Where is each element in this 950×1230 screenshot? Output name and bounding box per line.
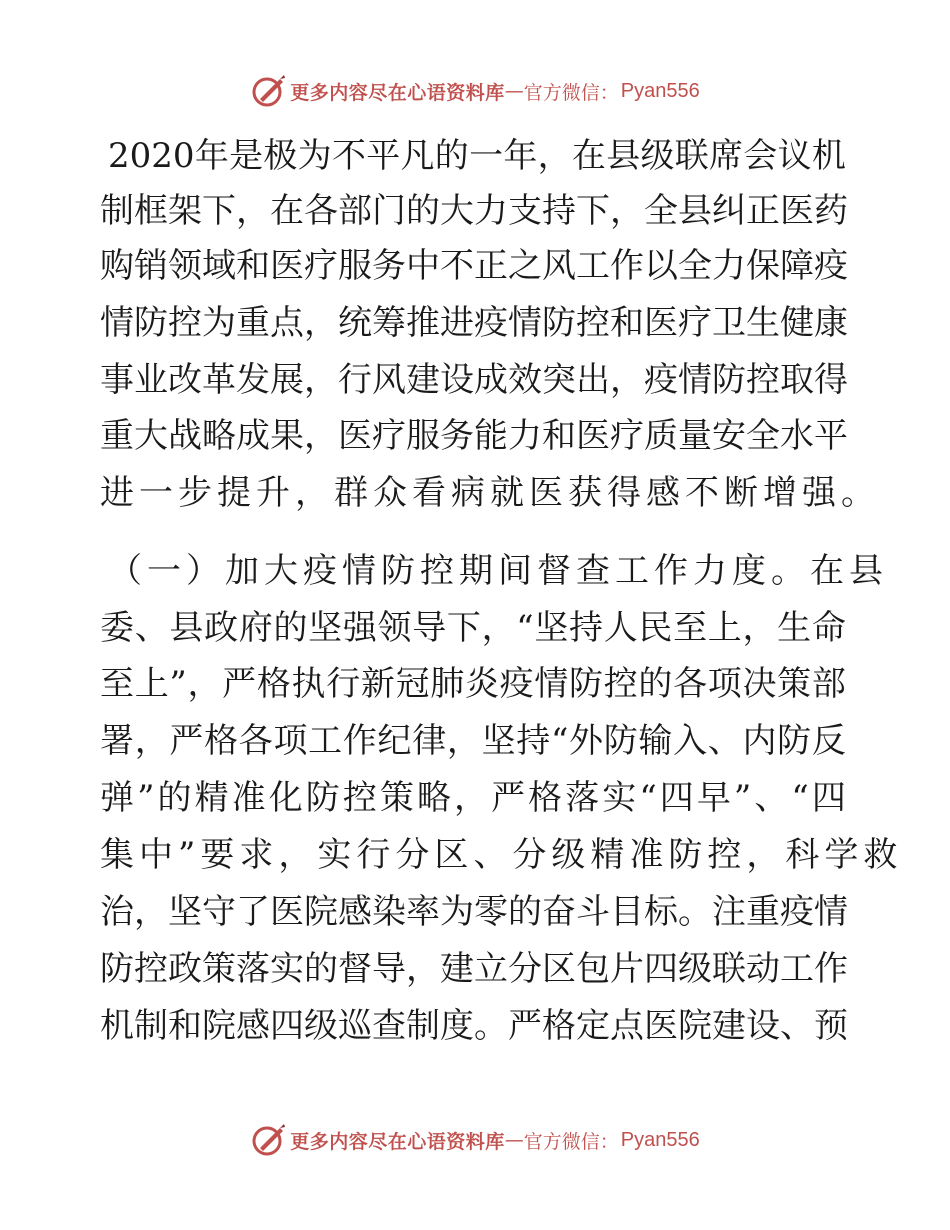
watermark-wechat-id: Pyan556 bbox=[620, 79, 700, 102]
text-line: 购 销 领 域 和 医 疗 服 务 中 不 正 之 风 工 作 以 全 力 保 障 疫 bbox=[100, 246, 848, 286]
text-line: 至 上 ” ， 严 格 执 行 新 冠 肺 炎 疫 情 防 控 的 各 项 决 策 部 bbox=[100, 664, 846, 704]
text-line: 治 ， 坚 守 了 医 院 感 染 率 为 零 的 奋 斗 目 标 。 注 重 疫 情 bbox=[100, 892, 848, 932]
text-line: 机 制 和 院 感 四 级 巡 查 制 度 。 严 格 定 点 医 院 建 设 、 预 bbox=[100, 1006, 848, 1046]
watermark-separator: — bbox=[504, 1129, 524, 1151]
text-line: 署 ， 严 格 各 项 工 作 纪 律 ， 坚 持 “ 外 防 输 入 、 内 防 反 bbox=[100, 721, 846, 761]
watermark-brand-text: 更多内容尽在心语资料库 bbox=[290, 81, 505, 104]
quill-logo-icon bbox=[250, 73, 286, 109]
text-line: 委 、 县 政 府 的 坚 强 领 导 下 ， “ 坚 持 人 民 至 上 ， 生 命 bbox=[100, 608, 846, 648]
text-line: 事 业 改 革 发 展 ， 行 风 建 设 成 效 突 出 ， 疫 情 防 控 取 得 bbox=[100, 360, 848, 400]
text-line: 重 大 战 略 成 果 ， 医 疗 服 务 能 力 和 医 疗 质 量 安 全 水 平 bbox=[100, 416, 848, 456]
text-line: 情 防 控 为 重 点 ， 统 筹 推 进 疫 情 防 控 和 医 疗 卫 生 健 康 bbox=[100, 303, 848, 343]
watermark-banner-bottom bbox=[0, 1120, 950, 1160]
watermark-wechat-label: 官方微信： bbox=[523, 1130, 619, 1153]
text-line: 制 框 架 下 ， 在 各 部 门 的 大 力 支 持 下 ， 全 县 纠 正 医 药 bbox=[100, 191, 848, 231]
watermark-wechat-label: 官方微信： bbox=[523, 81, 619, 104]
text-line: （一）加大疫情防控期间督查工作力度。在县 bbox=[108, 551, 888, 591]
quill-logo-icon bbox=[250, 1122, 286, 1158]
text-line: 防 控 政 策 落 实 的 督 导 ， 建 立 分 区 包 片 四 级 联 动 工 作 bbox=[100, 949, 848, 989]
watermark-wechat-id: Pyan556 bbox=[620, 1128, 700, 1151]
text-line: 弹 ” 的 精 准 化 防 控 策 略 ， 严 格 落 实 “ 四 早 ” 、 “ 四 bbox=[100, 778, 846, 818]
text-line: 2020 年 是 极 为 不 平 凡 的 一 年 ， 在 县 级 联 席 会 议 机 bbox=[108, 136, 846, 176]
watermark-separator: — bbox=[504, 80, 524, 102]
watermark-brand-text: 更多内容尽在心语资料库 bbox=[290, 1130, 505, 1153]
text-line: 进一步提升，群众看病就医获得感不断增强。 bbox=[100, 473, 880, 513]
watermark-banner-top bbox=[0, 71, 950, 111]
text-line: 集中”要求，实行分区、分级精准防控，科学救 bbox=[100, 835, 903, 875]
